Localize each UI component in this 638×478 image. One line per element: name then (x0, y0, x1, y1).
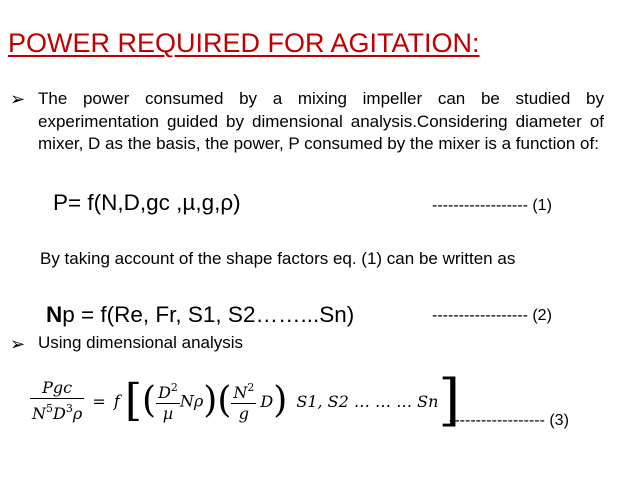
equation-1-tag: ------------------ (1) (432, 197, 552, 214)
lhs-denominator: $N^5D^3\rho$ (30, 398, 84, 424)
equation-2-tag: ------------------ (2) (432, 307, 552, 324)
page-title: POWER REQUIRED FOR AGITATION: (8, 28, 480, 58)
function-f: f (113, 391, 120, 411)
dimensional-analysis-text: Using dimensional analysis (38, 333, 244, 352)
group1-fraction: $\frac{D^2}{\text{µ}}$ (158, 381, 178, 423)
intro-paragraph: The power consumed by a mixing impeller can be studied by experimentation guided by dimensional analysis.Considering diameter of mixer, D as the basis, the power, P consumed by the mixer is a function of: (38, 89, 604, 153)
group2-tail: D (260, 391, 274, 411)
formula-3: $\frac{\text{Pgc}}{N^5D^3\rho}$ = f [( $\frac{D^2}{\text{µ}}$ Nρ)( $\frac{N^2}{g}$ D) S1, S2 … … … Sn] (32, 368, 461, 433)
equation-1: P= f(N,D,gc ,µ,g,ρ) (53, 190, 241, 215)
arrow-bullet-icon: ➢ (10, 334, 26, 354)
equals-sign: = (92, 391, 106, 411)
group1-tail: Nρ (179, 391, 204, 411)
lhs-fraction (30, 378, 84, 424)
group2-fraction: $\frac{N^2}{g}$ (233, 381, 255, 423)
equation-2-bold-n: N (46, 302, 63, 327)
equation-2-rest: p = f(Re, Fr, S1, S2……...Sn) (62, 302, 355, 327)
shape-factor-text: By taking account of the shape factors eq. (1) can be written as (40, 249, 516, 268)
lhs-numerator: Pgc (42, 378, 73, 397)
left-bracket: [ (124, 375, 143, 426)
equation-2 (46, 302, 354, 328)
equation-3-tag: ------------------ (3) (449, 412, 569, 429)
arrow-bullet-icon: ➢ (10, 89, 26, 109)
shape-factors-tail: S1, S2 … … … Sn (296, 391, 439, 411)
right-bracket: ] (438, 368, 461, 433)
